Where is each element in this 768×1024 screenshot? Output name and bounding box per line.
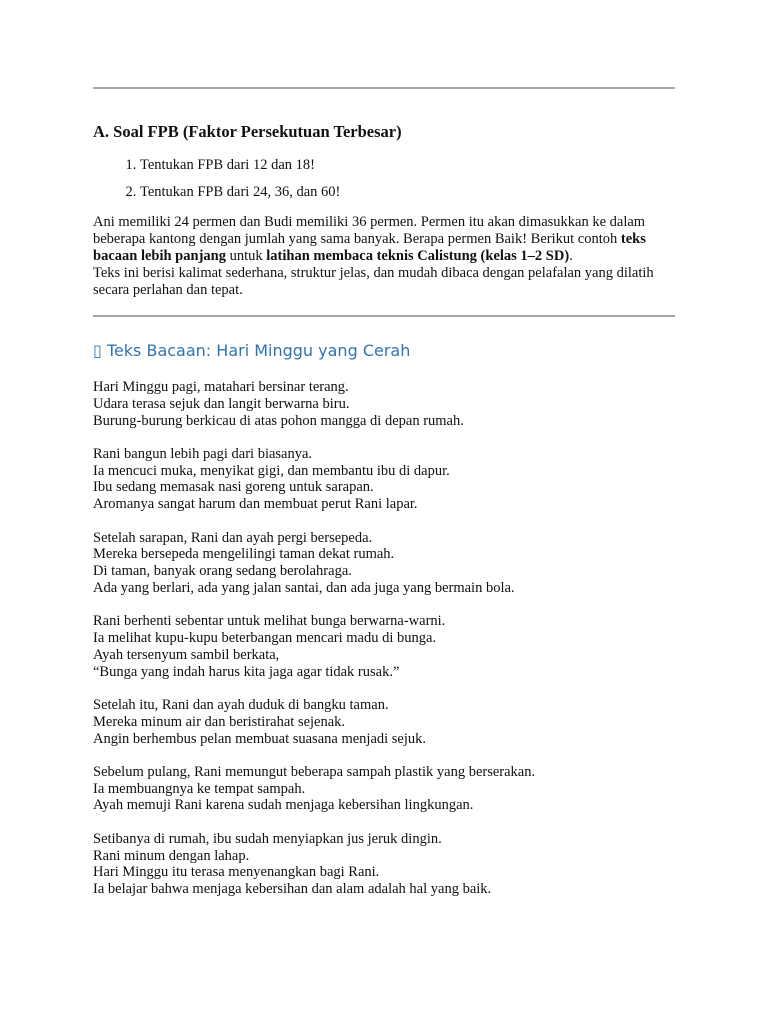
intro-text-2: untuk — [225, 248, 267, 264]
question-list — [93, 157, 675, 201]
reading-line: Udara terasa sejuk dan langit berwarna biru. — [93, 395, 350, 412]
intro-paragraph-1 — [93, 214, 675, 265]
reading-line: Ia mencuci muka, menyikat gigi, dan membantu ibu di dapur. — [93, 462, 450, 479]
reading-line: Aromanya sangat harum dan membuat perut Rani lapar. — [93, 496, 418, 513]
intro-bold-1: teks bacaan lebih panjang — [93, 231, 646, 264]
section-a-heading: A. Soal FPB (Faktor Persekutuan Terbesar) — [93, 122, 402, 141]
reading-stanza — [93, 831, 675, 898]
reading-stanza — [93, 697, 675, 747]
reading-line: Ayah tersenyum sambil berkata, — [93, 646, 280, 663]
reading-line: Setibanya di rumah, ibu sudah menyiapkan jus jeruk dingin. — [93, 830, 442, 847]
reading-line: Rani bangun lebih pagi dari biasanya. — [93, 445, 313, 462]
reading-line: Setelah sarapan, Rani dan ayah pergi bersepeda. — [93, 529, 373, 546]
reading-line: Ia belajar bahwa menjaga kebersihan dan alam adalah hal yang baik. — [93, 881, 492, 898]
document-page — [93, 0, 675, 914]
reading-line: Burung-burung berkicau di atas pohon mangga di depan rumah. — [93, 412, 464, 429]
reading-line: Mereka minum air dan beristirahat sejenak. — [93, 713, 346, 730]
reading-line: Angin berhembus pelan membuat suasana menjadi sejuk. — [93, 730, 427, 747]
intro-text-1: Ani memiliki 24 permen dan Budi memiliki 36 permen. Permen itu akan dimasukkan ke dalam beberapa kantong dengan jumlah yang sama banyak. Berapa permen Baik! Berikut contoh — [93, 214, 646, 247]
reading-stanza — [93, 764, 675, 814]
reading-stanza — [93, 613, 675, 680]
reading-line: Di taman, banyak orang sedang berolahraga. — [93, 563, 352, 580]
reading-line: Ibu sedang memasak nasi goreng untuk sarapan. — [93, 479, 374, 496]
reading-line: Ia melihat kupu-kupu beterbangan mencari madu di bunga. — [93, 630, 437, 647]
reading-title: ▯ Teks Bacaan: Hari Minggu yang Cerah — [93, 341, 411, 360]
reading-line: Mereka bersepeda mengelilingi taman dekat rumah. — [93, 546, 395, 563]
reading-line: Rani berhenti sebentar untuk melihat bunga berwarna-warni. — [93, 613, 446, 630]
question-item: 1. Tentukan FPB dari 12 dan 18! — [140, 157, 675, 174]
middle-divider — [93, 315, 675, 317]
top-divider — [93, 87, 675, 89]
reading-stanza — [93, 379, 675, 429]
intro-paragraph-2: Teks ini berisi kalimat sederhana, struktur jelas, dan mudah dibaca dengan pelafalan yang dilatih secara perlahan dan tepat. — [93, 265, 654, 298]
reading-text — [93, 379, 675, 898]
reading-line: “Bunga yang indah harus kita jaga agar tidak rusak.” — [93, 663, 400, 680]
intro-text-3: . — [569, 248, 573, 264]
intro-bold-2: latihan membaca teknis Calistung (kelas 1–2 SD) — [266, 248, 570, 264]
reading-line: Setelah itu, Rani dan ayah duduk di bangku taman. — [93, 696, 389, 713]
reading-line: Rani minum dengan lahap. — [93, 847, 250, 864]
question-item: 2. Tentukan FPB dari 24, 36, dan 60! — [140, 184, 675, 201]
reading-stanza — [93, 530, 675, 597]
reading-stanza — [93, 446, 675, 513]
reading-line: Hari Minggu pagi, matahari bersinar terang. — [93, 379, 349, 395]
reading-line: Ayah memuji Rani karena sudah menjaga kebersihan lingkungan. — [93, 797, 474, 814]
reading-line: Ada yang berlari, ada yang jalan santai, dan ada juga yang bermain bola. — [93, 579, 515, 596]
reading-line: Ia membuangnya ke tempat sampah. — [93, 780, 306, 797]
reading-line: Sebelum pulang, Rani memungut beberapa sampah plastik yang berserakan. — [93, 763, 536, 780]
reading-line: Hari Minggu itu terasa menyenangkan bagi Rani. — [93, 864, 380, 881]
intro-text — [93, 214, 675, 299]
